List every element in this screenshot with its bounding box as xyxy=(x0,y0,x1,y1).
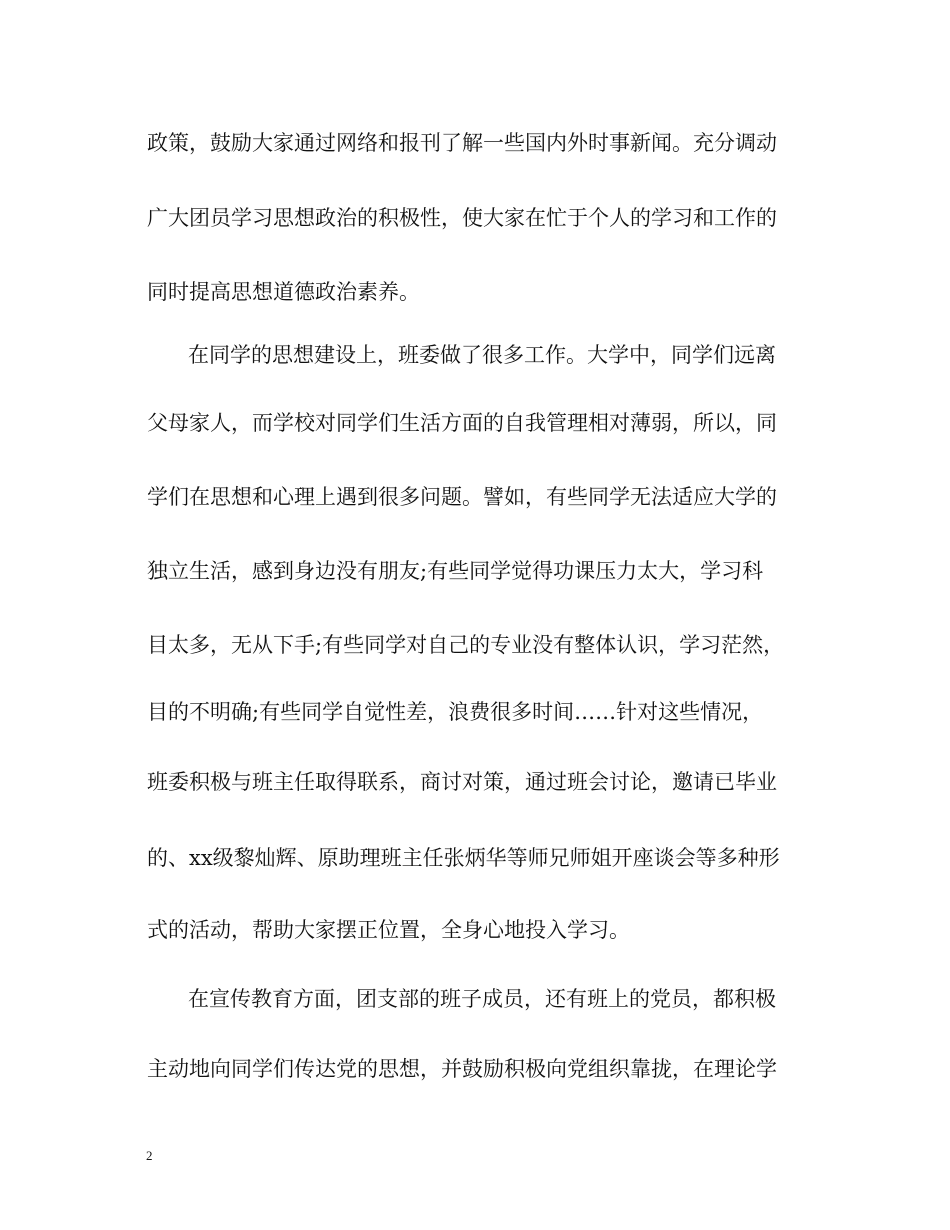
paragraph-first-line: 在宣传教育方面，团支部的班子成员，还有班上的党员，都积极 xyxy=(188,987,776,1011)
paragraph-first-line: 在同学的思想建设上，班委做了很多工作。大学中，同学们远离 xyxy=(188,343,776,367)
text-line: 式的活动，帮助大家摆正位置，全身心地投入学习。 xyxy=(147,918,630,942)
text-line: 广大团员学习思想政治的积极性，使大家在忙于个人的学习和工作的 xyxy=(147,206,777,230)
text-line: 目太多，无从下手;有些同学对自己的专业没有整体认识，学习茫然， xyxy=(147,633,785,657)
text-line: 学们在思想和心理上遇到很多问题。譬如，有些同学无法适应大学的 xyxy=(147,485,777,509)
text-line: 独立生活，感到身边没有朋友;有些同学觉得功课压力太大，学习科 xyxy=(147,559,764,583)
text-line: 政策，鼓励大家通过网络和报刊了解一些国内外时事新闻。充分调动 xyxy=(147,131,777,155)
text-line: 同时提高思想道德政治素养。 xyxy=(147,280,420,304)
text-line: 班委积极与班主任取得联系，商讨对策，通过班会讨论，邀请已毕业 xyxy=(147,770,777,794)
text-line: 主动地向同学们传达党的思想，并鼓励积极向党组织靠拢，在理论学 xyxy=(147,1057,777,1081)
text-line: 的、xx级黎灿辉、原助理班主任张炳华等师兄师姐开座谈会等多种形 xyxy=(147,846,780,870)
text-line: 目的不明确;有些同学自觉性差，浪费很多时间……针对这些情况， xyxy=(147,700,764,724)
page-number: 2 xyxy=(146,1148,153,1163)
text-line: 父母家人，而学校对同学们生活方面的自我管理相对薄弱，所以，同 xyxy=(147,411,777,435)
